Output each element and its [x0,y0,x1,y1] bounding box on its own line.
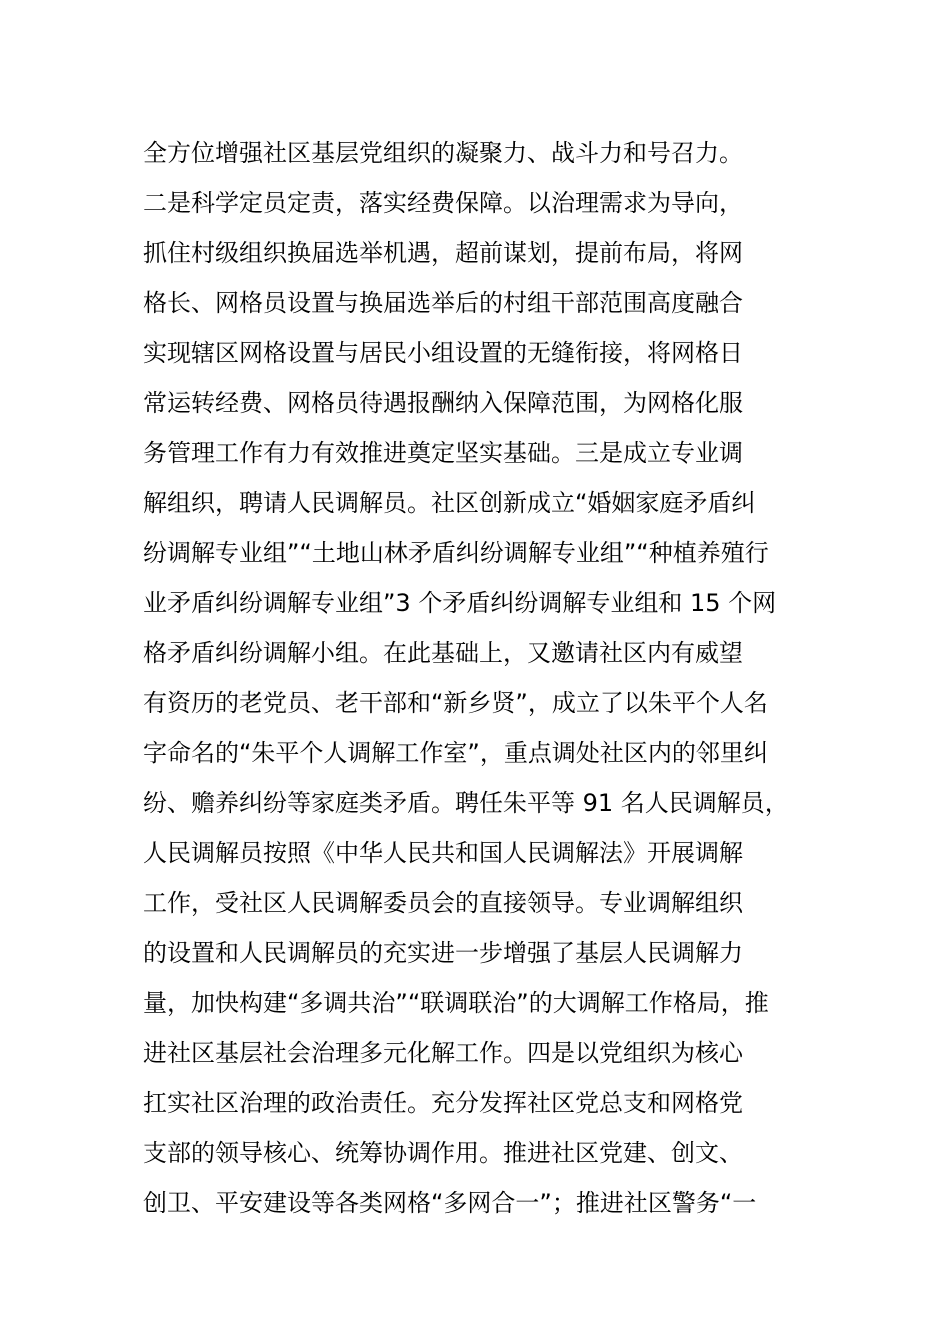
text-line: 务管理工作有力有效推进奠定坚实基础。三是成立专业调 [143,439,743,467]
text-line: 人民调解员按照《中华人民共和国人民调解法》开展调解 [143,839,743,867]
text-line: 创卫、平安建设等各类网格“多网合一”；推进社区警务“一 [143,1189,757,1217]
text-line: 业矛盾纠纷调解专业组”3 个矛盾纠纷调解专业组和 15 个网 [143,589,777,617]
text-line: 全方位增强社区基层党组织的凝聚力、战斗力和号召力。 [143,139,743,167]
text-line: 进社区基层社会治理多元化解工作。四是以党组织为核心 [143,1039,743,1067]
body-paragraph [143,128,843,1228]
text-line: 的设置和人民调解员的充实进一步增强了基层人民调解力 [143,939,743,967]
text-line: 字命名的“朱平个人调解工作室”，重点调处社区内的邻里纠 [143,739,768,767]
text-line: 量，加快构建“多调共治”“联调联治”的大调解工作格局，推 [143,989,769,1017]
text-line: 扛实社区治理的政治责任。充分发挥社区党总支和网格党 [143,1089,743,1117]
text-line: 格长、网格员设置与换届选举后的村组干部范围高度融合 [143,289,743,317]
text-line: 实现辖区网格设置与居民小组设置的无缝衔接，将网格日 [143,339,743,367]
text-line: 纷调解专业组”“土地山林矛盾纠纷调解专业组”“种植养殖行 [143,539,769,567]
text-line: 解组织，聘请人民调解员。社区创新成立“婚姻家庭矛盾纠 [143,489,756,517]
text-line: 纷、赡养纠纷等家庭类矛盾。聘任朱平等 91 名人民调解员， [143,789,789,817]
text-line: 有资历的老党员、老干部和“新乡贤”，成立了以朱平个人名 [143,689,768,717]
text-line: 工作，受社区人民调解委员会的直接领导。专业调解组织 [143,889,743,917]
text-line: 格矛盾纠纷调解小组。在此基础上，又邀请社区内有威望 [143,639,743,667]
text-line: 抓住村级组织换届选举机遇，超前谋划，提前布局，将网 [143,239,743,267]
text-line: 支部的领导核心、统筹协调作用。推进社区党建、创文、 [143,1139,743,1167]
text-line: 常运转经费、网格员待遇报酬纳入保障范围，为网格化服 [143,389,743,417]
text-line: 二是科学定员定责，落实经费保障。以治理需求为导向， [143,189,743,217]
